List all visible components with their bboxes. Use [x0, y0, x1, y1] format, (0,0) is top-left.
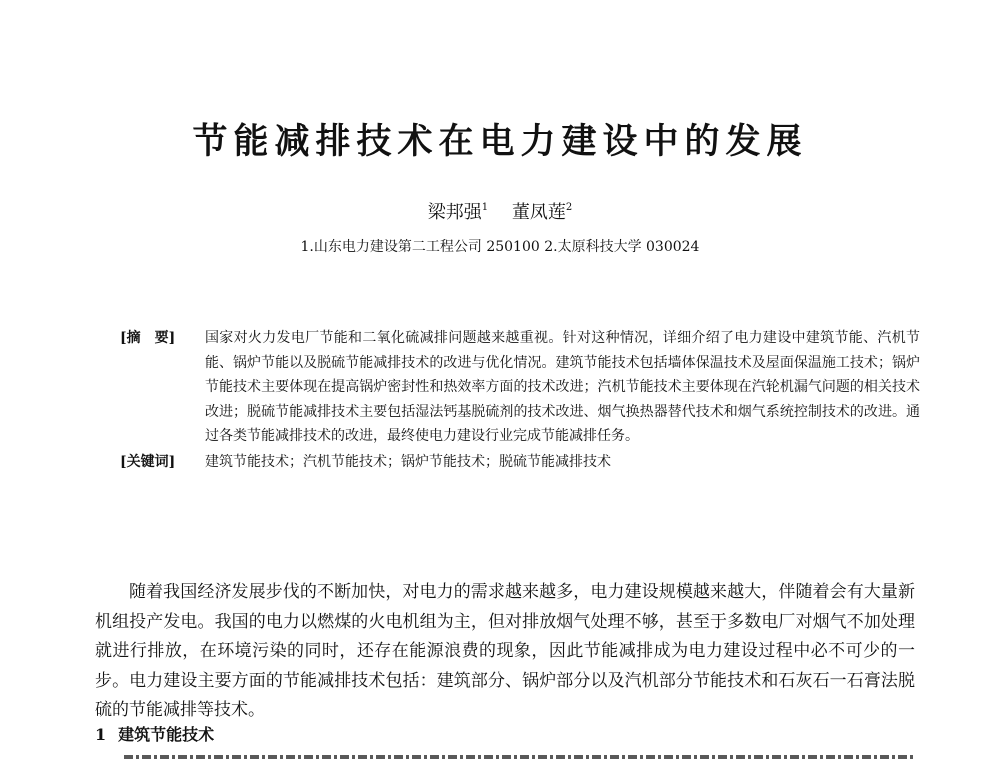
paper-title: 节能减排技术在电力建设中的发展 [192, 121, 808, 162]
cut-off-text-fragment [124, 755, 914, 759]
intro-paragraph: 随着我国经济发展步伐的不断加快，对电力的需求越来越多，电力建设规模越来越大，伴随着会有大量新机组投产发电。我国的电力以燃煤的火电机组为主，但对排放烟气处理不够，甚至于多数电厂对烟气不加处理就进行排放，在环境污染的同时，还存在能源浪费的现象，因此节能减排成为电力建设过程中必不可少的一步。电力建设主要方面的节能减排技术包括：建筑部分、锅炉部分以及汽机部分节能技术和石灰石一石膏法脱硫的节能减排等技术。 [95, 582, 915, 720]
author-1 [428, 200, 488, 226]
keywords-row [120, 450, 920, 475]
author-affiliation-marker: 1 [481, 202, 489, 213]
keywords-text: 建筑节能技术；汽机节能技术；锅炉节能技术；脱硫节能减排技术 [205, 453, 611, 470]
author-name: 董凤莲 [511, 202, 566, 223]
section-number: 1 [95, 725, 107, 744]
keywords-label: [关键词] [120, 453, 176, 470]
abstract-label-close: 要] [154, 330, 176, 346]
abstract-block [120, 326, 920, 474]
author-2 [512, 200, 572, 226]
author-name: 梁邦强 [427, 202, 482, 223]
section-heading-1 [95, 723, 214, 747]
cut-off-text-line [124, 752, 914, 759]
abstract-row [120, 326, 920, 449]
abstract-label [120, 326, 205, 449]
abstract-text: 国家对火力发电厂节能和二氧化硫减排问题越来越重视。针对这种情况，详细介绍了电力建设中建筑节能、汽机节能、锅炉节能以及脱硫节能减排技术的改进与优化情况。建筑节能技术包括墙体保温技术及屋面保温施工技术；锅炉节能技术主要体现在提高锅炉密封性和热效率方面的技术改进；汽机节能技术主要体现在汽轮机漏气问题的相关技术改进；脱硫节能减排技术主要包括湿法钙基脱硫剂的技术改进、烟气换热器替代技术和烟气系统控制技术的改进。通过各类节能减排技术的改进，最终使电力建设行业完成节能减排任务。 [205, 330, 920, 444]
author-affiliation-marker: 2 [565, 202, 573, 213]
author-list [0, 200, 1000, 226]
affiliations: 1.山东电力建设第二工程公司 250100 2.太原科技大学 030024 [300, 239, 700, 255]
abstract-label-open: [摘 [120, 330, 141, 346]
section-title: 建筑节能技术 [118, 725, 215, 744]
